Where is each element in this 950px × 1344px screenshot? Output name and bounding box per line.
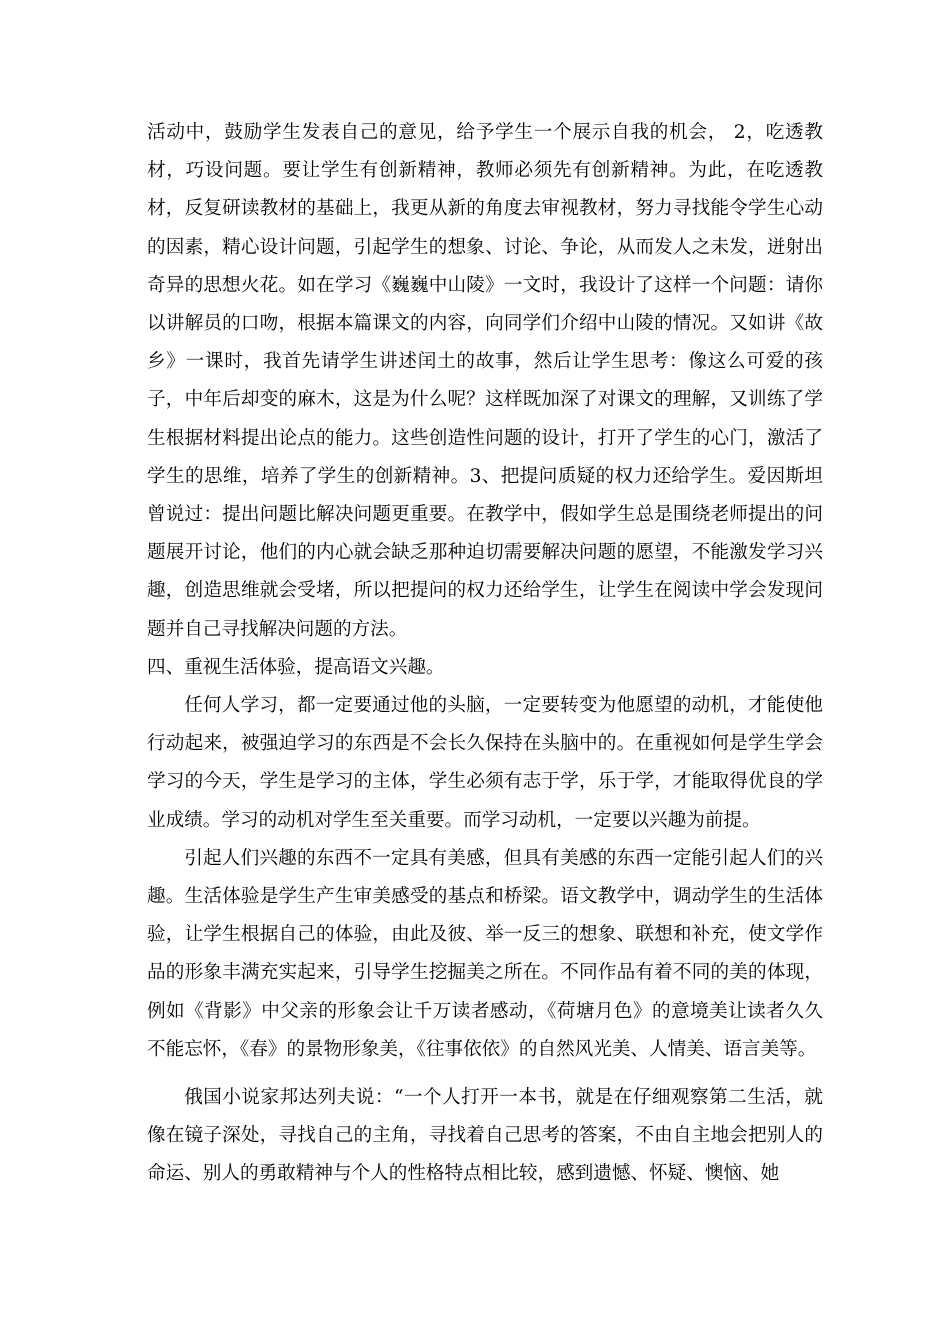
paragraph-bondarev-quote: 俄国小说家邦达列夫说：“一个人打开一本书，就是在仔细观察第二生活，就像在镜子深处，寻找自己的主角，寻找着自己思考的答案，不由自主地会把别人的命运、别人的勇敢精神与个人的性格特点相比较，感到遗憾、怀疑、懊恼、她 <box>147 1087 823 1185</box>
paragraph-learning-motivation: 任何人学习，都一定要通过他的头脑，一定要转变为他愿望的动机，才能使他行动起来，被强迫学习的东西是不会长久保持在头脑中的。在重视如何是学生学会学习的今天，学生是学习的主体，学生必须有志于学，乐于学，才能取得优良的学业成绩。学习的动机对学生至关重要。而学习动机，一定要以兴趣为前提。 <box>147 695 823 831</box>
paragraph-creative-questions: 活动中，鼓励学生发表自己的意见，给予学生一个展示自我的机会， 2，吃透教材，巧设问题。要让学生有创新精神，教师必须先有创新精神。为此，在吃透教材，反复研读教材的基础上，我更从新的角度去审视教材，努力寻找能令学生心动的因素，精心设计问题，引起学生的想象、讨论、争论，从而发人之未发，迸射出奇异的思想火花。如在学习《巍巍中山陵》一文时，我设计了这样一个问题：请你以讲解员的口吻，根据本篇课文的内容，向同学们介绍中山陵的情况。又如讲《故乡》一课时，我首先请学生讲述闰土的故事，然后让学生思考：像这么可爱的孩子，中年后却变的麻木，这是为什么呢？这样既加深了对课文的理解，又训练了学生根据材料提出论点的能力。这些创造性问题的设计，打开了学生的心门，激活了学生的思维，培养了学生的创新精神。3、把提问质疑的权力还给学生。爱因斯坦曾说过：提出问题比解决问题更重要。在教学中，假如学生总是围绕老师提出的问题展开讨论，他们的内心就会缺乏那种迫切需要解决问题的愿望，不能激发学习兴趣，创造思维就会受堵，所以把提问的权力还给学生，让学生在阅读中学会发现问题并自己寻找解决问题的方法。 <box>147 122 823 640</box>
paragraph-aesthetic-interest: 引起人们兴趣的东西不一定具有美感，但具有美感的东西一定能引起人们的兴趣。生活体验是学生产生审美感受的基点和桥梁。语文教学中，调动学生的生活体验，让学生根据自己的体验，由此及彼、举一反三的想象、联想和补充，使文学作品的形象丰满充实起来，引导学生挖掘美之所在。不同作品有着不同的美的体现，例如《背影》中父亲的形象会让千万读者感动，《荷塘月色》的意境美让读者久久不能忘怀，《春》的景物形象美，《往事依依》的自然风光美、人情美、语言美等。 <box>147 847 823 1060</box>
document-body <box>147 114 823 1194</box>
section-heading-life-experience: 四、重视生活体验，提高语文兴趣。 <box>147 656 445 678</box>
